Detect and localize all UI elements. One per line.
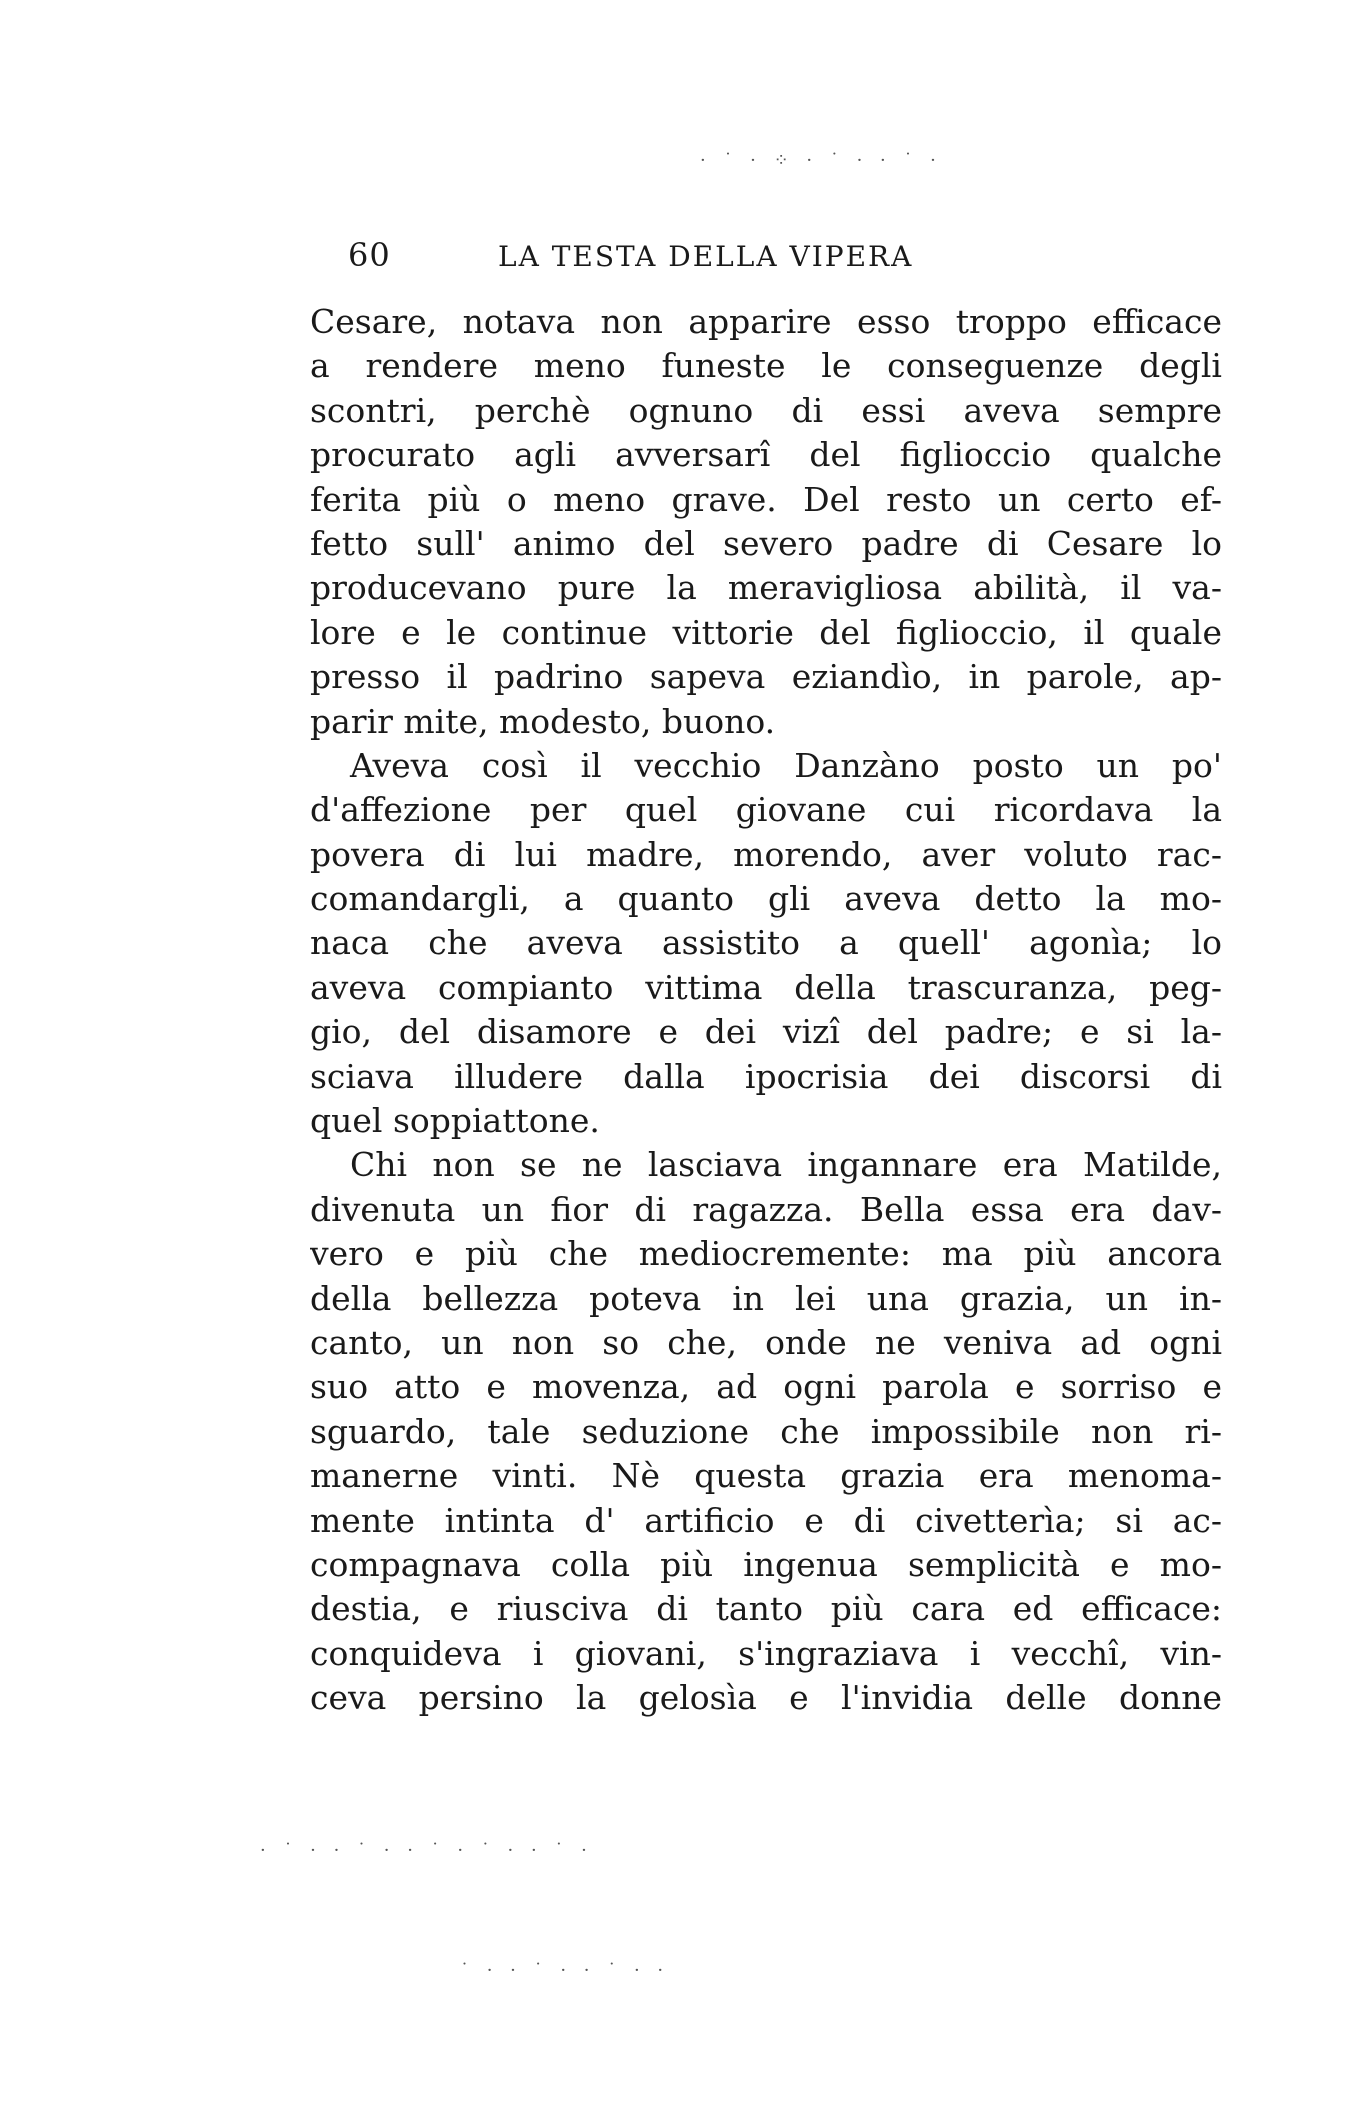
text-line: destia, e riusciva di tanto più cara ed efficace:: [310, 1589, 1222, 1629]
text-line: compagnava colla più ingenua semplicità e mo-: [310, 1544, 1222, 1584]
text-line: presso il padrino sapeva eziandìo, in parole, ap-: [310, 657, 1222, 697]
text-line: procurato agli avversarî del figlioccio qualche: [310, 435, 1222, 475]
body-text: [310, 300, 1222, 1721]
text-line: ferita più o meno grave. Del resto un certo ef-: [310, 479, 1222, 519]
text-line: suo atto e movenza, ad ogni parola e sorriso e: [310, 1367, 1222, 1407]
text-line: naca che aveva assistito a quell' agonìa; lo: [310, 923, 1222, 963]
text-line: a rendere meno funeste le conseguenze degli: [310, 346, 1222, 386]
text-line: lore e le continue vittorie del figlioccio, il quale: [310, 612, 1222, 652]
text-line: sciava illudere dalla ipocrisia dei discorsi di: [310, 1056, 1222, 1096]
text-line: mente intinta d' artificio e di civetterìa; si ac-: [310, 1500, 1222, 1540]
text-line: conquideva i giovani, s'ingraziava i vecchî, vin-: [310, 1633, 1222, 1673]
text-line: comandargli, a quanto gli aveva detto la mo-: [310, 879, 1222, 919]
text-line: aveva compianto vittima della trascuranza, peg-: [310, 967, 1222, 1007]
text-line: povera di lui madre, morendo, aver voluto rac-: [310, 834, 1222, 874]
scan-noise-bottom: · ˙ · · ˙ · · ˙ · ˙ · · ˙ ·: [260, 1840, 593, 1861]
text-line: parir mite, modesto, buono.: [310, 701, 776, 741]
text-line: canto, un non so che, onde ne veniva ad ogni: [310, 1322, 1222, 1362]
text-line: scontri, perchè ognuno di essi aveva sempre: [310, 390, 1222, 430]
scan-noise-bottom-2: ˙ · · ˙ · · ˙ · ·: [460, 1960, 670, 1981]
text-line: Chi non se ne lasciava ingannare era Matilde,: [350, 1145, 1222, 1185]
text-line: producevano pure la meravigliosa abilità, il va-: [310, 568, 1222, 608]
scan-noise-top: · ˙ · ⁘ · ˙ · · ˙ ·: [700, 150, 942, 171]
text-line: divenuta un fior di ragazza. Bella essa era dav-: [310, 1189, 1222, 1229]
text-line: d'affezione per quel giovane cui ricordava la: [310, 790, 1222, 830]
text-line: gio, del disamore e dei vizî del padre; e si la-: [310, 1012, 1222, 1052]
text-line: vero e più che mediocremente: ma più ancora: [310, 1234, 1222, 1274]
text-line: quel soppiattone.: [310, 1101, 600, 1141]
page-header: [348, 236, 1228, 280]
text-line: Aveva così il vecchio Danzàno posto un po': [350, 745, 1222, 785]
text-line: manerne vinti. Nè questa grazia era menoma-: [310, 1456, 1222, 1496]
text-line: ceva persino la gelosìa e l'invidia delle donne: [310, 1678, 1222, 1718]
text-line: fetto sull' animo del severo padre di Cesare lo: [310, 523, 1222, 563]
text-line: della bellezza poteva in lei una grazia, un in-: [310, 1278, 1222, 1318]
text-line: Cesare, notava non apparire esso troppo efficace: [310, 302, 1222, 341]
running-title: LA TESTA DELLA VIPERA: [498, 240, 914, 273]
page-number: 60: [348, 236, 391, 274]
text-line: sguardo, tale seduzione che impossibile non ri-: [310, 1411, 1222, 1451]
